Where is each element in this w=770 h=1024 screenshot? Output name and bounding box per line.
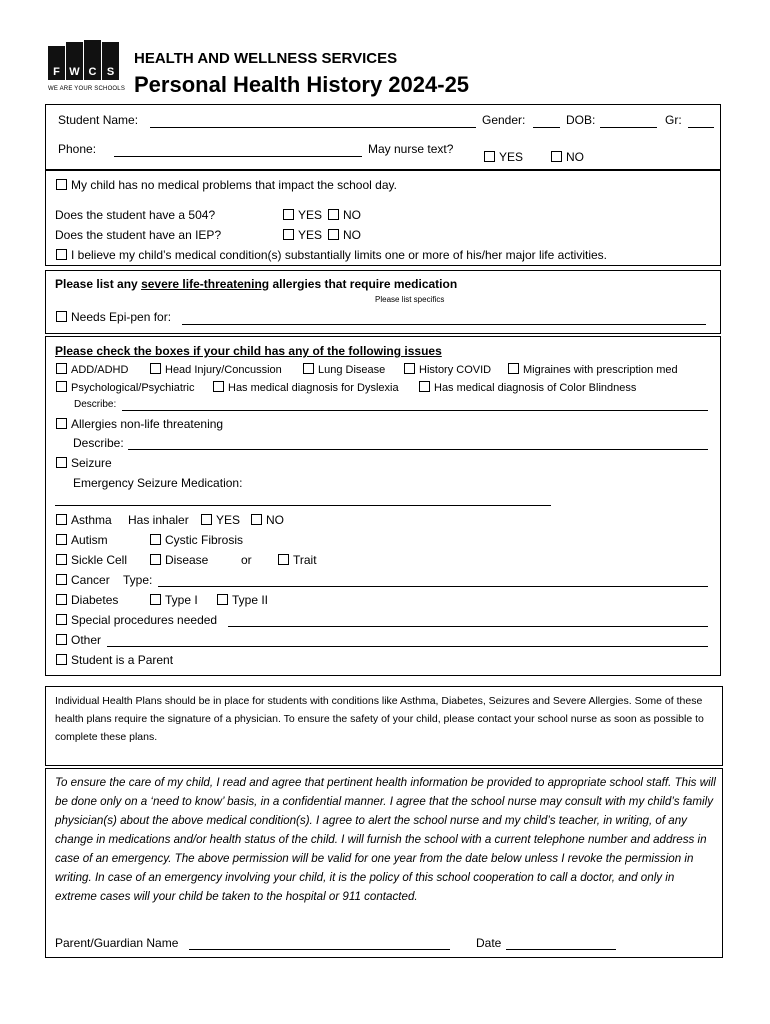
checkbox-icon[interactable] bbox=[56, 554, 67, 565]
option-label: I believe my child’s medical condition(s) substantially limits one or more of his/her major life activities. bbox=[71, 248, 607, 262]
no-problems-option[interactable] bbox=[56, 178, 397, 192]
option-label: Seizure bbox=[71, 456, 112, 470]
issue-cancer[interactable] bbox=[56, 573, 110, 587]
option-label: Lung Disease bbox=[318, 364, 386, 376]
logo-letter: C bbox=[88, 66, 97, 78]
iep-question: Does the student have an IEP? bbox=[55, 228, 222, 242]
signature-label: Parent/Guardian Name bbox=[55, 936, 179, 950]
issue-add-adhd[interactable] bbox=[56, 363, 128, 376]
option-label: Migraines with prescription med bbox=[523, 364, 678, 376]
checkbox-icon[interactable] bbox=[150, 363, 161, 374]
emergency-med-field[interactable] bbox=[55, 505, 551, 506]
504-question: Does the student have a 504? bbox=[55, 208, 216, 222]
checkbox-icon[interactable] bbox=[508, 363, 519, 374]
dob-field[interactable] bbox=[600, 127, 657, 128]
heading-emphasis: severe life-threatening bbox=[141, 277, 270, 291]
option-label: Has medical diagnosis of Color Blindness bbox=[434, 382, 637, 394]
nurse-text-label: May nurse text? bbox=[368, 142, 454, 156]
issue-head-injury[interactable] bbox=[150, 363, 282, 376]
logo-tagline: WE ARE YOUR SCHOOLS bbox=[48, 86, 126, 92]
issue-migraines[interactable] bbox=[508, 363, 678, 376]
issue-other[interactable] bbox=[56, 633, 101, 647]
severe-allergies-heading bbox=[55, 277, 457, 291]
logo-pill-c bbox=[84, 40, 101, 80]
option-label: YES bbox=[499, 150, 524, 164]
checkbox-icon[interactable] bbox=[56, 594, 67, 605]
issue-student-parent[interactable] bbox=[56, 653, 173, 667]
consent-text: To ensure the care of my child, I read and agree that pertinent health information be provided to appropriate school staff. This will be done only on a ‘need to know’ basis, in a confidential manner. I agree that the school nurse may consult with my child’s family physician(s) about the above medical condition(s). I agree to alert the school nurse and my child’s teacher, in writing, of any change in medications and/or health status of the child. I will furnish the school with a current telephone number and address in case of an emergency. The above permission will be valid for one year from the date below unless I revoke the permission in writing. In case of an emergency involving your child, it is the policy of this school cooperation to call a doctor, and only in extreme cases will your child be taken to the hospital or 911 contacted. bbox=[55, 776, 716, 903]
sickle-trait[interactable] bbox=[278, 553, 317, 567]
issue-psychological[interactable] bbox=[56, 381, 195, 394]
issue-autism[interactable] bbox=[56, 533, 108, 547]
checkbox-icon[interactable] bbox=[217, 594, 228, 605]
option-label: Asthma bbox=[71, 513, 112, 527]
checkbox-icon[interactable] bbox=[56, 534, 67, 545]
inhaler-no[interactable] bbox=[251, 513, 284, 527]
checkbox-icon[interactable] bbox=[56, 574, 67, 585]
grade-field[interactable] bbox=[688, 127, 714, 128]
diabetes-type1[interactable] bbox=[150, 593, 198, 607]
checkbox-icon[interactable] bbox=[484, 151, 495, 162]
other-field[interactable] bbox=[107, 646, 708, 647]
inhaler-yes[interactable] bbox=[201, 513, 240, 527]
checkbox-icon[interactable] bbox=[56, 179, 67, 190]
signature-field[interactable] bbox=[189, 949, 450, 950]
sickle-disease[interactable] bbox=[150, 553, 208, 567]
option-label: NO bbox=[343, 208, 361, 222]
option-label: Needs Epi-pen for: bbox=[71, 310, 172, 324]
checkbox-icon[interactable] bbox=[251, 514, 262, 525]
option-label: Diabetes bbox=[71, 593, 119, 607]
date-label: Date bbox=[476, 936, 502, 950]
checkbox-icon[interactable] bbox=[213, 381, 224, 392]
student-name-field[interactable] bbox=[150, 127, 476, 128]
option-label: History COVID bbox=[419, 364, 492, 376]
describe-field[interactable] bbox=[128, 449, 708, 450]
checkbox-icon[interactable] bbox=[150, 534, 161, 545]
nurse-text-yes[interactable] bbox=[484, 150, 523, 164]
checkbox-icon[interactable] bbox=[56, 614, 67, 625]
describe-label: Describe: bbox=[73, 436, 124, 450]
504-yes[interactable] bbox=[283, 208, 322, 222]
option-label: NO bbox=[266, 513, 284, 527]
option-label: Cystic Fibrosis bbox=[165, 533, 244, 547]
heading-text: allergies that require medication bbox=[269, 277, 458, 291]
inhaler-label: Has inhaler bbox=[128, 513, 189, 527]
student-info-box bbox=[45, 104, 721, 170]
dob-label: DOB: bbox=[566, 113, 596, 127]
health-plans-text: Individual Health Plans should be in place for students with conditions like Asthma, Diabetes, Seizures and Severe Allergies. Some of these health plans require the signature of a physician. To ensure the safety of your child, please contact your school nurse as soon as possible to complete these plans. bbox=[55, 695, 704, 743]
option-label: My child has no medical problems that impact the school day. bbox=[71, 178, 397, 192]
page-title: Personal Health History 2024-25 bbox=[134, 72, 470, 97]
issue-lung-disease[interactable] bbox=[303, 363, 385, 376]
logo-pill-s bbox=[102, 42, 119, 80]
option-label: Trait bbox=[293, 553, 317, 567]
logo-pill-w bbox=[66, 42, 83, 80]
iep-yes[interactable] bbox=[283, 228, 322, 242]
checkbox-icon[interactable] bbox=[56, 457, 67, 468]
option-label: Sickle Cell bbox=[71, 553, 128, 567]
checkbox-icon[interactable] bbox=[419, 381, 430, 392]
option-label: Autism bbox=[71, 533, 108, 547]
option-label: Other bbox=[71, 633, 102, 647]
checkbox-icon[interactable] bbox=[328, 209, 339, 220]
describe-small-label: Describe: bbox=[74, 399, 117, 410]
option-label: Type I bbox=[165, 593, 198, 607]
diabetes-type2[interactable] bbox=[217, 593, 268, 607]
issue-special-procedures[interactable] bbox=[56, 613, 217, 627]
option-label: YES bbox=[216, 513, 241, 527]
option-label: Allergies non-life threatening bbox=[71, 417, 224, 431]
option-label: Head Injury/Concussion bbox=[165, 364, 282, 376]
option-label: Psychological/Psychiatric bbox=[71, 382, 195, 394]
describe-small-field[interactable] bbox=[122, 410, 708, 411]
issue-dyslexia[interactable] bbox=[213, 381, 399, 394]
checkbox-icon[interactable] bbox=[56, 634, 67, 645]
checkbox-icon[interactable] bbox=[56, 311, 67, 322]
epipen-option[interactable] bbox=[56, 310, 171, 324]
option-label: Student is a Parent bbox=[71, 653, 174, 667]
checkbox-icon[interactable] bbox=[150, 594, 161, 605]
option-label: ADD/ADHD bbox=[71, 364, 129, 376]
issue-seizure[interactable] bbox=[56, 456, 112, 470]
checkbox-icon[interactable] bbox=[201, 514, 212, 525]
issue-allergies-nonlife[interactable] bbox=[56, 417, 223, 431]
option-label: Special procedures needed bbox=[71, 613, 218, 627]
option-label: NO bbox=[343, 228, 361, 242]
logo-pill-f bbox=[48, 46, 65, 80]
epipen-field[interactable] bbox=[182, 324, 706, 325]
sickle-or: or bbox=[241, 553, 252, 567]
checkbox-icon[interactable] bbox=[283, 209, 294, 220]
option-label: YES bbox=[298, 208, 323, 222]
student-name-label: Student Name: bbox=[58, 113, 139, 127]
checkbox-icon[interactable] bbox=[56, 381, 67, 392]
504-no[interactable] bbox=[328, 208, 361, 222]
cancer-type-label: Type: bbox=[123, 573, 153, 587]
checkbox-icon[interactable] bbox=[328, 229, 339, 240]
phone-field[interactable] bbox=[114, 156, 362, 157]
cancer-type-field[interactable] bbox=[158, 586, 708, 587]
checkbox-icon[interactable] bbox=[56, 418, 67, 429]
issue-color-blindness[interactable] bbox=[419, 381, 636, 394]
checkbox-icon[interactable] bbox=[150, 554, 161, 565]
issue-cystic-fibrosis[interactable] bbox=[150, 533, 243, 547]
gender-field[interactable] bbox=[533, 127, 560, 128]
phone-label: Phone: bbox=[58, 142, 97, 156]
checkbox-icon[interactable] bbox=[56, 514, 67, 525]
option-label: Type II bbox=[232, 593, 269, 607]
checkbox-icon[interactable] bbox=[278, 554, 289, 565]
checkbox-icon[interactable] bbox=[56, 654, 67, 665]
option-label: NO bbox=[566, 150, 584, 164]
checkbox-icon[interactable] bbox=[551, 151, 562, 162]
issues-heading: Please check the boxes if your child has any of the following issues bbox=[55, 344, 442, 358]
logo-letter: W bbox=[69, 66, 80, 78]
date-field[interactable] bbox=[506, 949, 616, 950]
checkbox-icon[interactable] bbox=[56, 249, 67, 260]
department-heading: HEALTH AND WELLNESS SERVICES bbox=[134, 50, 398, 67]
checkbox-icon[interactable] bbox=[56, 363, 67, 374]
limits-option[interactable] bbox=[56, 248, 607, 262]
logo-letter: F bbox=[53, 66, 60, 78]
special-procedures-field[interactable] bbox=[228, 626, 708, 627]
heading-text: Please list any bbox=[55, 277, 142, 291]
gender-label: Gender: bbox=[482, 113, 526, 127]
checkbox-icon[interactable] bbox=[303, 363, 314, 374]
option-label: Has medical diagnosis for Dyslexia bbox=[228, 382, 399, 394]
specifics-hint: Please list specifics bbox=[375, 295, 445, 304]
option-label: Disease bbox=[165, 553, 209, 567]
grade-label: Gr: bbox=[665, 113, 682, 127]
issue-history-covid[interactable] bbox=[404, 363, 491, 376]
issue-sickle-cell[interactable] bbox=[56, 553, 127, 567]
issue-diabetes[interactable] bbox=[56, 593, 118, 607]
issue-asthma[interactable] bbox=[56, 513, 112, 527]
logo-letter: S bbox=[106, 66, 115, 78]
checkbox-icon[interactable] bbox=[283, 229, 294, 240]
checkbox-icon[interactable] bbox=[404, 363, 415, 374]
emergency-med-label: Emergency Seizure Medication: bbox=[73, 476, 243, 490]
option-label: YES bbox=[298, 228, 323, 242]
nurse-text-no[interactable] bbox=[551, 150, 584, 164]
iep-no[interactable] bbox=[328, 228, 361, 242]
option-label: Cancer bbox=[71, 573, 110, 587]
